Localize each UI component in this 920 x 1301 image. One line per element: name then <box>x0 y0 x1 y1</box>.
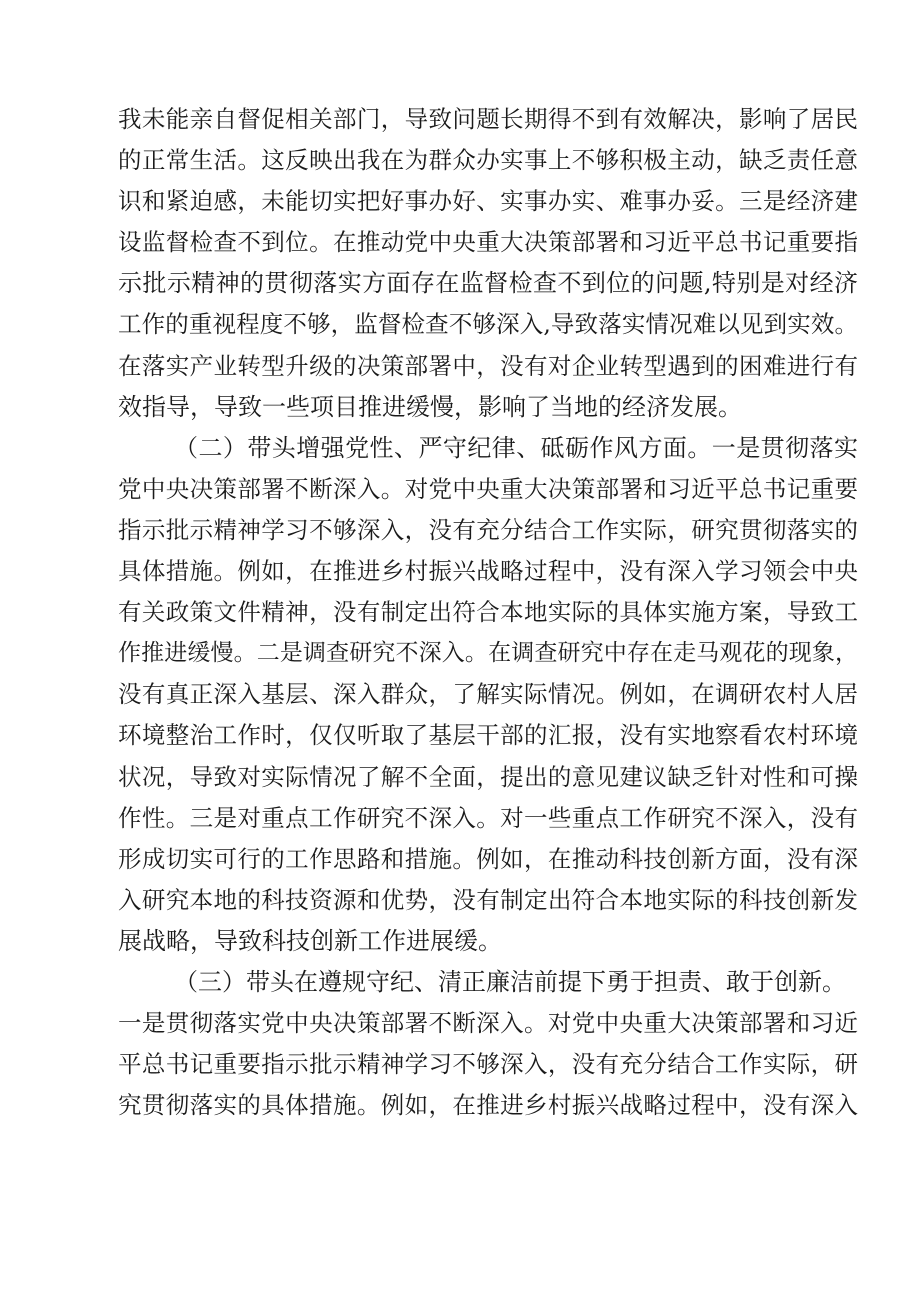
text-line: 平总书记重要指示批示精神学习不够深入，没有充分结合工作实际，研 <box>118 1050 858 1079</box>
text-line: 党中央决策部署不断深入。对党中央重大决策部署和习近平总书记重要 <box>118 474 858 503</box>
text-line: 一是贯彻落实党中央决策部署不断深入。对党中央重大决策部署和习近 <box>118 1009 858 1038</box>
text-line: 工作的重视程度不够，监督检查不够深入,导致落实情况难以见到实效。 <box>118 310 858 339</box>
text-line: 状况，导致对实际情况了解不全面，提出的意见建议缺乏针对性和可操 <box>118 762 858 791</box>
text-line: 作推进缓慢。二是调查研究不深入。在调查研究中存在走马观花的现象， <box>118 640 858 667</box>
text-line: 指示批示精神学习不够深入，没有充分结合工作实际，研究贯彻落实的 <box>118 515 858 544</box>
text-line: 示批示精神的贯彻落实方面存在监督检查不到位的问题,特别是对经济 <box>118 269 858 298</box>
section-heading-line: （三）带头在遵规守纪、清正廉洁前提下勇于担责、敢于创新。 <box>174 967 846 996</box>
text-line: 具体措施。例如，在推进乡村振兴战略过程中，没有深入学习领会中央 <box>118 557 858 586</box>
text-line: 设监督检查不到位。在推动党中央重大决策部署和习近平总书记重要指 <box>118 228 858 257</box>
text-line: 形成切实可行的工作思路和措施。例如，在推动科技创新方面，没有深 <box>118 844 858 873</box>
text-line: 展战略，导致科技创新工作进展缓。 <box>118 926 502 955</box>
text-line: 没有真正深入基层、深入群众，了解实际情况。例如，在调研农村人居 <box>118 680 858 709</box>
text-line: 效指导，导致一些项目推进缓慢，影响了当地的经济发展。 <box>118 392 742 421</box>
body-text <box>118 101 858 1128</box>
text-line: 我未能亲自督促相关部门，导致问题长期得不到有效解决，影响了居民 <box>118 105 858 133</box>
text-line: 有关政策文件精神，没有制定出符合本地实际的具体实施方案，导致工 <box>118 598 858 627</box>
text-line: 入研究本地的科技资源和优势，没有制定出符合本地实际的科技创新发 <box>118 885 858 914</box>
text-line: 的正常生活。这反映出我在为群众办实事上不够积极主动，缺乏责任意 <box>118 146 858 175</box>
text-line: 究贯彻落实的具体措施。例如，在推进乡村振兴战略过程中，没有深入 <box>118 1091 858 1120</box>
text-line: 作性。三是对重点工作研究不深入。对一些重点工作研究不深入，没有 <box>118 803 858 832</box>
text-line: 环境整治工作时，仅仅听取了基层干部的汇报，没有实地察看农村环境 <box>118 721 858 750</box>
text-line: 识和紧迫感，未能切实把好事办好、实事办实、难事办妥。三是经济建 <box>118 187 858 216</box>
section-heading-line: （二）带头增强党性、严守纪律、砥砺作风方面。一是贯彻落实 <box>174 433 858 462</box>
text-line: 在落实产业转型升级的决策部署中，没有对企业转型遇到的困难进行有 <box>118 351 858 380</box>
